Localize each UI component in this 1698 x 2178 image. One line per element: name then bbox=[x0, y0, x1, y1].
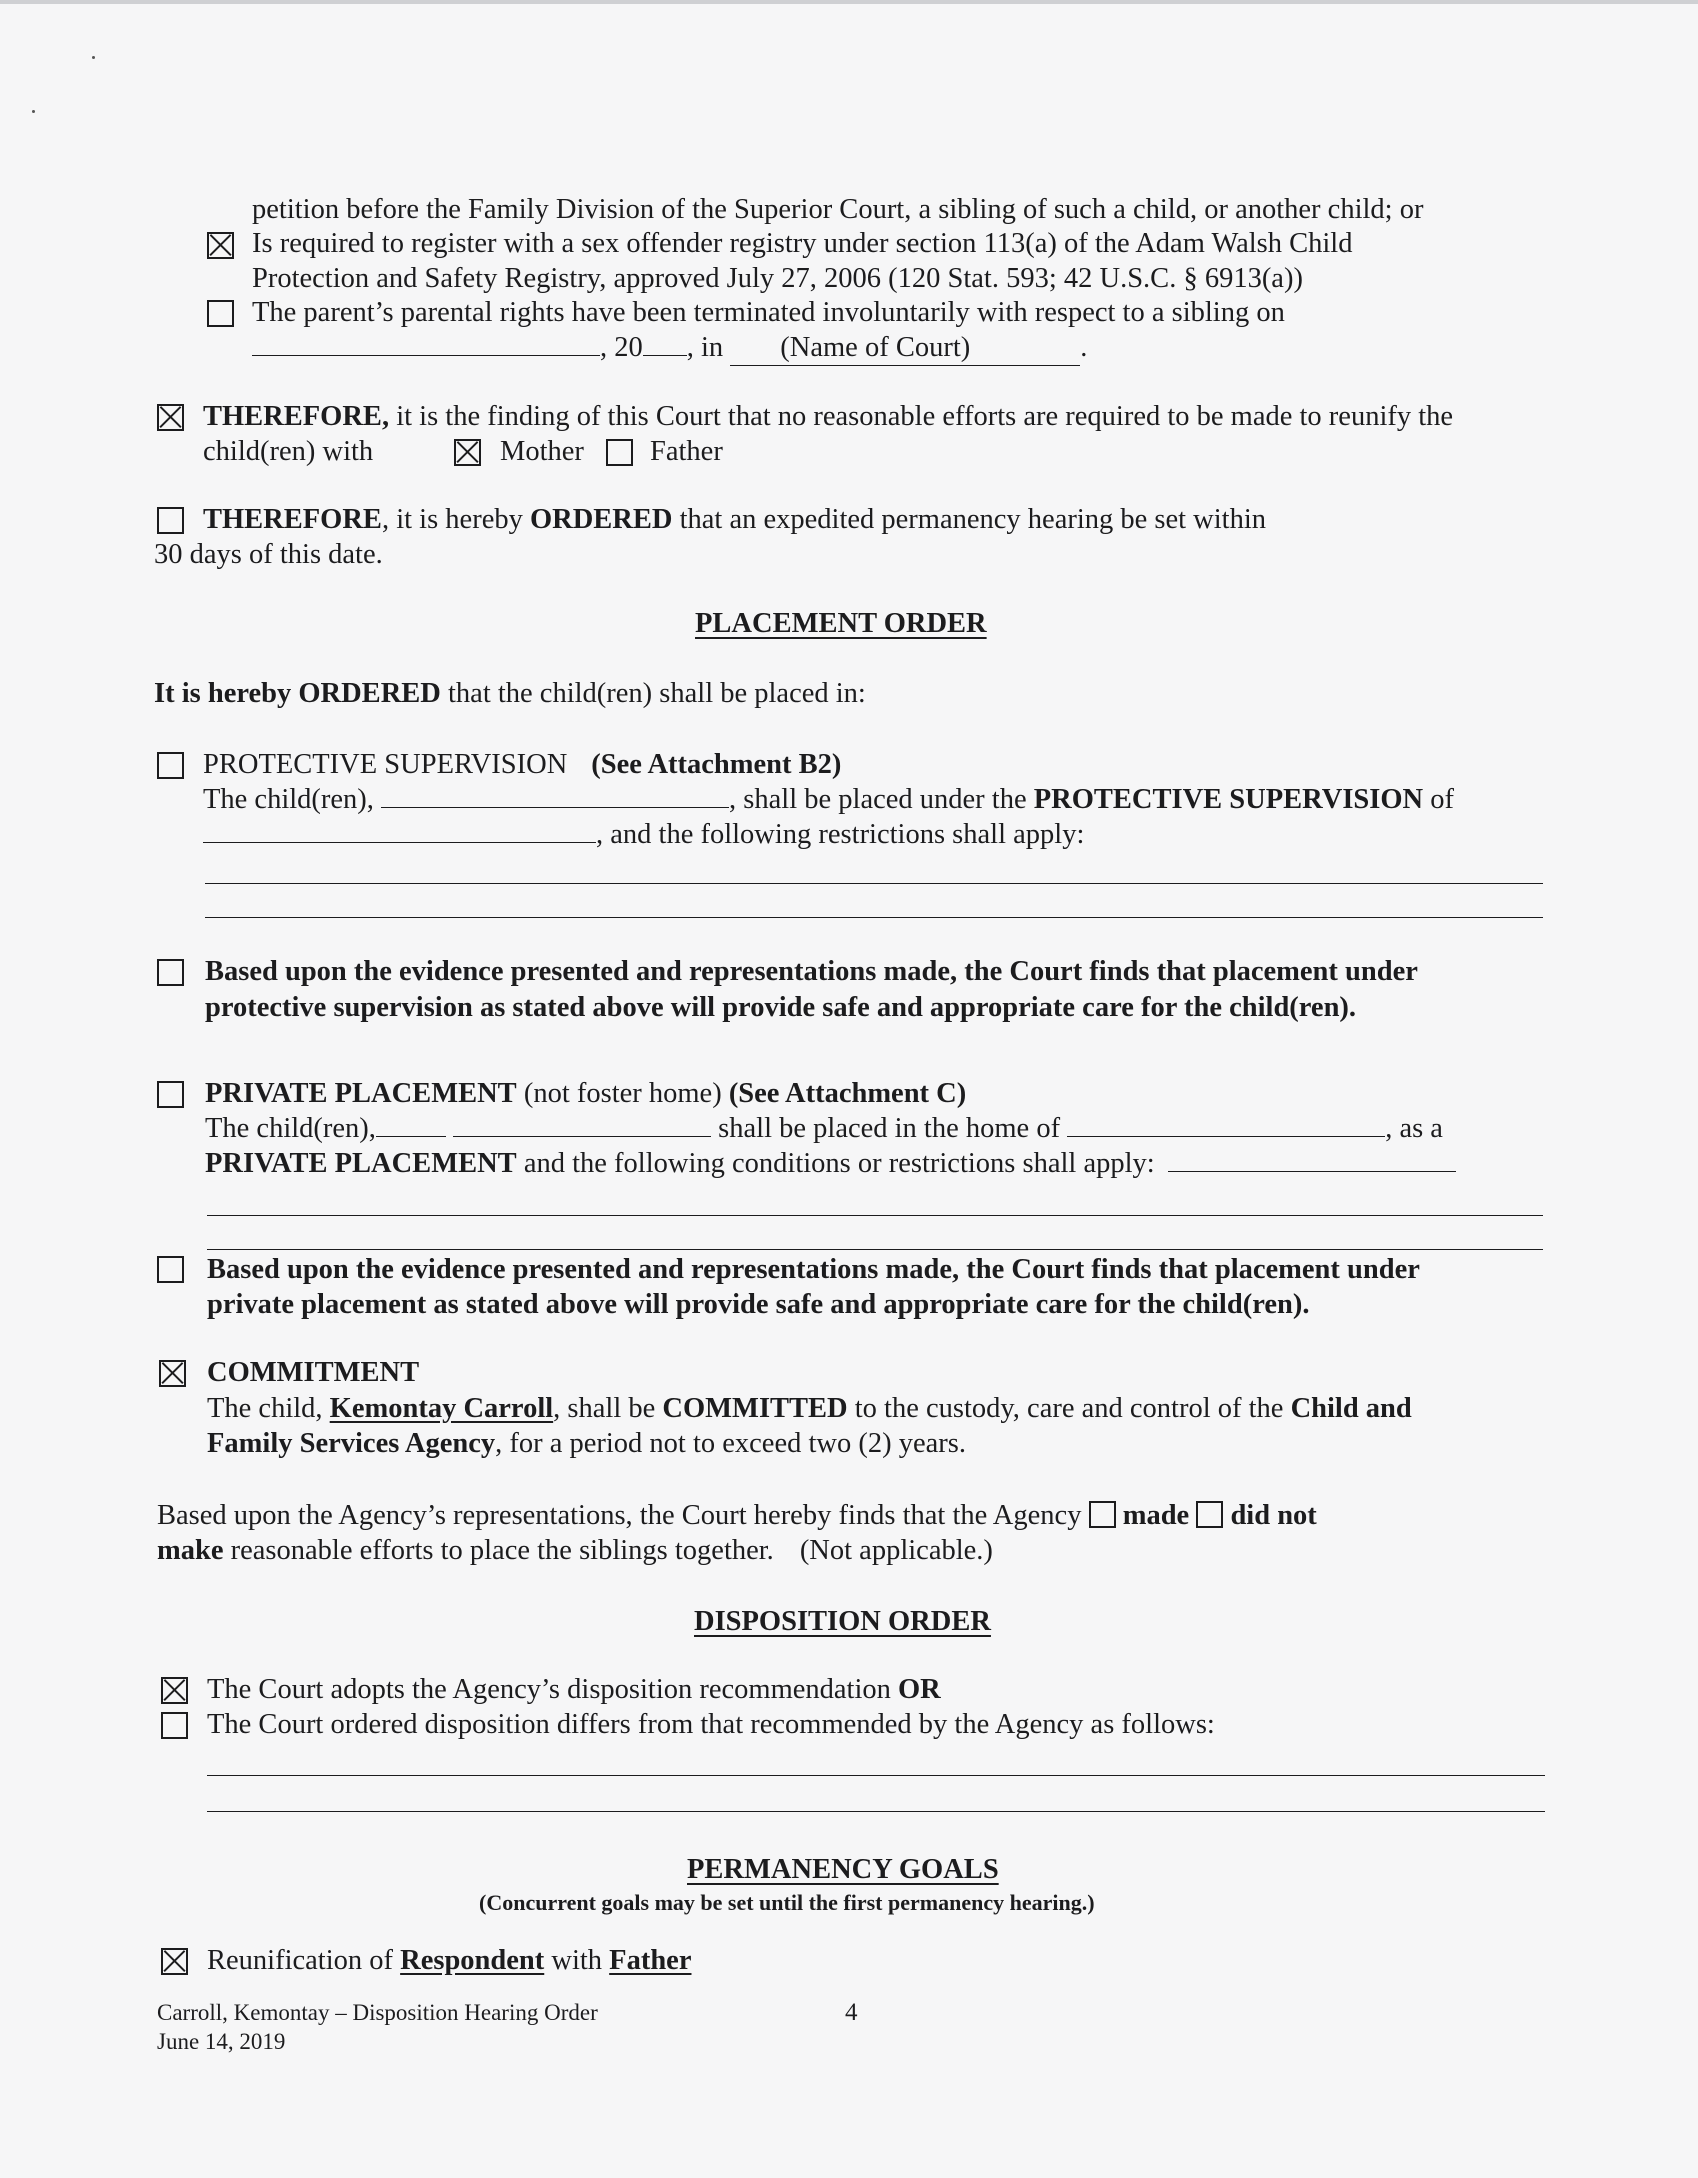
private-home-blank[interactable] bbox=[1067, 1114, 1385, 1137]
mother-label: Mother bbox=[500, 436, 584, 467]
father-checkbox[interactable] bbox=[606, 439, 633, 466]
private-line1 bbox=[205, 1112, 1443, 1146]
protective-title: PROTECTIVE SUPERVISION bbox=[203, 749, 568, 780]
reunify-parent-line bbox=[203, 435, 373, 469]
private-placement-checkbox[interactable] bbox=[157, 1081, 184, 1108]
expedited-hearing-text bbox=[203, 503, 1266, 537]
in-label: , in bbox=[686, 332, 724, 363]
footer-case-title: Carroll, Kemontay – Disposition Hearing Order bbox=[157, 2000, 598, 2025]
year-prefix: , 20 bbox=[600, 332, 643, 363]
respondent-label: Respondent bbox=[400, 1945, 545, 1976]
committed-label: COMMITTED bbox=[662, 1393, 848, 1424]
terminated-rights-text: The parent’s parental rights have been terminated involuntarily with respect to a sibling on bbox=[252, 297, 1285, 328]
footer-date: June 14, 2019 bbox=[157, 2029, 286, 2054]
private-finding-checkbox[interactable] bbox=[157, 1256, 184, 1283]
agency-name-a: Child and bbox=[1290, 1393, 1412, 1424]
sibling-date-blank[interactable] bbox=[252, 333, 600, 356]
private-placement-title bbox=[205, 1077, 966, 1111]
protective-finding-line1: Based upon the evidence presented and representations made, the Court finds that placement under bbox=[205, 956, 1418, 987]
mother-checkbox[interactable] bbox=[454, 439, 481, 466]
finding-text: it is the finding of this Court that no reasonable efforts are required to be made to reunify the bbox=[396, 401, 1454, 432]
expedited-hearing-checkbox[interactable] bbox=[157, 507, 184, 534]
protective-finding-checkbox[interactable] bbox=[157, 959, 184, 986]
differs-recommendation-text: The Court ordered disposition differs from that recommended by the Agency as follows: bbox=[207, 1709, 1215, 1740]
expedited-text-b: that an expedited permanency hearing be set within bbox=[679, 504, 1267, 535]
therefore-label: THEREFORE, bbox=[203, 401, 390, 432]
private-line2 bbox=[205, 1147, 1456, 1181]
no-reunify-finding-checkbox[interactable] bbox=[157, 404, 184, 431]
adopts-recommendation-checkbox[interactable] bbox=[161, 1677, 188, 1704]
home-of-text: shall be placed in the home of bbox=[718, 1113, 1061, 1144]
make-label: make bbox=[157, 1535, 224, 1566]
intro-ordered: It is hereby ORDERED bbox=[154, 678, 441, 709]
protective-restriction-line[interactable] bbox=[205, 917, 1543, 918]
siblings-text: Based upon the Agency’s representations, the Court hereby finds that the Agency bbox=[157, 1500, 1082, 1531]
agency-made-checkbox[interactable] bbox=[1089, 1501, 1116, 1528]
protective-line2 bbox=[203, 818, 1084, 852]
father-label: Father bbox=[650, 436, 723, 467]
protective-supervision-checkbox[interactable] bbox=[157, 752, 184, 779]
commitment-line1 bbox=[207, 1392, 1412, 1426]
protective-supervision-title bbox=[203, 748, 841, 782]
protective-supervisor-blank[interactable] bbox=[203, 820, 596, 843]
protective-line1 bbox=[203, 783, 1454, 817]
protective-bold: PROTECTIVE SUPERVISION bbox=[1033, 784, 1424, 815]
protective-restriction-line[interactable] bbox=[205, 883, 1543, 884]
child-label: The child(ren), bbox=[205, 1113, 376, 1144]
siblings-rest: reasonable efforts to place the siblings together. bbox=[230, 1535, 774, 1566]
protective-child-blank[interactable] bbox=[381, 785, 729, 808]
intro-rest: that the child(ren) shall be placed in: bbox=[448, 678, 866, 709]
as-a-text: , as a bbox=[1385, 1113, 1443, 1144]
father-goal-label: Father bbox=[609, 1945, 692, 1976]
of-text: of bbox=[1430, 784, 1454, 815]
child-label: The child, bbox=[207, 1393, 323, 1424]
shall-be-text: , shall be bbox=[553, 1393, 656, 1424]
agency-name-b: Family Services Agency bbox=[207, 1428, 496, 1459]
commitment-title: COMMITMENT bbox=[207, 1357, 420, 1388]
private-conditions-blank[interactable] bbox=[1168, 1149, 1456, 1172]
placed-under-text: , shall be placed under the bbox=[729, 784, 1027, 815]
child-with-label: child(ren) with bbox=[203, 436, 374, 467]
disposition-difference-line[interactable] bbox=[207, 1811, 1545, 1812]
period: . bbox=[1080, 332, 1088, 363]
sibling-continuation-text: petition before the Family Division of the Superior Court, a sibling of such a child, or another child; or bbox=[252, 194, 1424, 225]
private-finding-line2: private placement as stated above will provide safe and appropriate care for the child(ren). bbox=[207, 1289, 1310, 1320]
therefore-label: THEREFORE bbox=[203, 504, 382, 535]
differs-recommendation-checkbox[interactable] bbox=[161, 1712, 188, 1739]
private-restriction-line[interactable] bbox=[207, 1215, 1543, 1216]
adopts-recommendation-text bbox=[207, 1673, 941, 1707]
conditions-text: and the following conditions or restrictions shall apply: bbox=[523, 1148, 1155, 1179]
private-child-blank-b[interactable] bbox=[453, 1114, 711, 1137]
custody-text: to the custody, care and control of the bbox=[854, 1393, 1284, 1424]
private-note: (not foster home) bbox=[523, 1078, 722, 1109]
sex-offender-text-line1: Is required to register with a sex offender registry under section 113(a) of the Adam Walsh Child bbox=[252, 228, 1353, 259]
private-restriction-line[interactable] bbox=[207, 1249, 1543, 1250]
placement-order-intro bbox=[154, 677, 866, 711]
permanency-goals-heading: PERMANENCY GOALS bbox=[687, 1854, 999, 1885]
sex-offender-text-line2: Protection and Safety Registry, approved July 27, 2006 (120 Stat. 593; 42 U.S.C. § 6913(a)) bbox=[252, 263, 1303, 294]
placement-order-heading: PLACEMENT ORDER bbox=[695, 608, 987, 639]
terminated-date-line bbox=[252, 331, 1087, 366]
permanency-goals-subheading: (Concurrent goals may be set until the first permanency hearing.) bbox=[479, 1890, 1095, 1915]
scan-speck bbox=[92, 56, 95, 59]
expedited-hearing-line2: 30 days of this date. bbox=[154, 539, 383, 570]
did-not-label: did not bbox=[1230, 1500, 1317, 1531]
reunification-label: Reunification of bbox=[207, 1945, 393, 1976]
sex-offender-checkbox[interactable] bbox=[207, 232, 234, 259]
reunification-father-checkbox[interactable] bbox=[161, 1948, 188, 1975]
page-number: 4 bbox=[845, 1999, 858, 2026]
siblings-line1 bbox=[157, 1499, 1317, 1533]
commitment-checkbox[interactable] bbox=[159, 1360, 186, 1387]
private-title: PRIVATE PLACEMENT bbox=[205, 1078, 517, 1109]
commitment-line2 bbox=[207, 1427, 966, 1461]
expedited-text-a: , it is hereby bbox=[381, 504, 523, 535]
adopts-text: The Court adopts the Agency’s disposition recommendation bbox=[207, 1674, 891, 1705]
year-blank[interactable] bbox=[643, 333, 687, 356]
private-finding-line1: Based upon the evidence presented and representations made, the Court finds that placement under bbox=[207, 1254, 1420, 1285]
reunification-goal-text bbox=[207, 1944, 691, 1978]
private-attachment: (See Attachment C) bbox=[728, 1078, 967, 1109]
child-name: Kemontay Carroll bbox=[329, 1393, 554, 1424]
made-label: made bbox=[1122, 1500, 1190, 1531]
agency-did-not-checkbox[interactable] bbox=[1196, 1501, 1223, 1528]
court-name-field[interactable]: (Name of Court) bbox=[730, 331, 1080, 366]
terminated-rights-checkbox[interactable] bbox=[207, 300, 234, 327]
with-label: with bbox=[551, 1945, 603, 1976]
private-bold: PRIVATE PLACEMENT bbox=[205, 1148, 517, 1179]
ordered-label: ORDERED bbox=[529, 504, 673, 535]
period-text: , for a period not to exceed two (2) years. bbox=[495, 1428, 966, 1459]
or-label: OR bbox=[898, 1674, 941, 1705]
child-label: The child(ren), bbox=[203, 784, 374, 815]
private-child-blank-a[interactable] bbox=[376, 1114, 446, 1137]
protective-finding-line2: protective supervision as stated above will provide safe and appropriate care for the child(ren). bbox=[205, 992, 1357, 1023]
siblings-line2 bbox=[157, 1534, 993, 1568]
no-reunify-finding-text bbox=[203, 400, 1453, 434]
restrictions-text: , and the following restrictions shall apply: bbox=[596, 819, 1085, 850]
protective-attachment: (See Attachment B2) bbox=[591, 749, 842, 780]
disposition-order-heading: DISPOSITION ORDER bbox=[694, 1606, 991, 1637]
scan-speck bbox=[32, 110, 35, 113]
not-applicable-note: (Not applicable.) bbox=[799, 1535, 993, 1566]
disposition-difference-line[interactable] bbox=[207, 1775, 1545, 1776]
